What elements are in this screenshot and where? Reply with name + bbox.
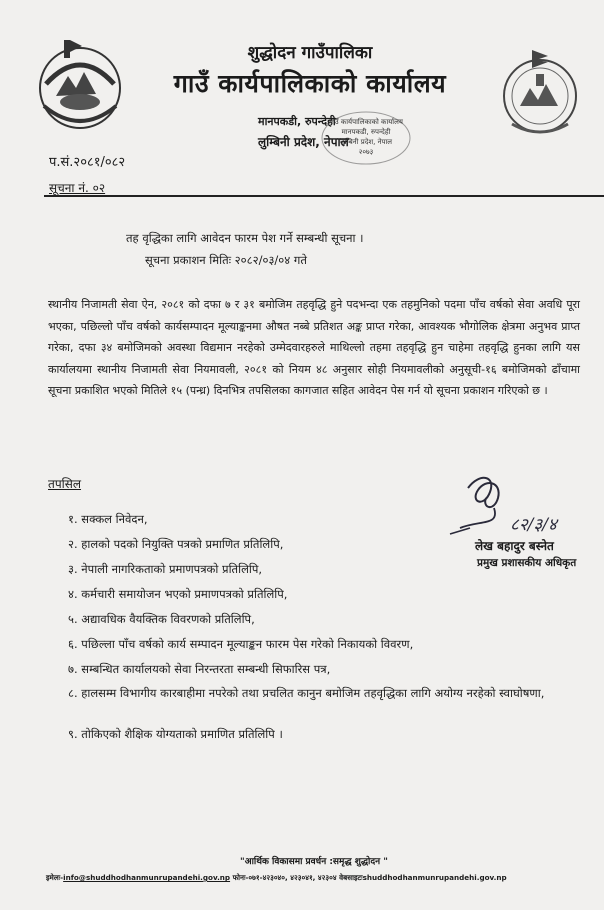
signature-date: ८२/३/४ (510, 515, 557, 535)
list-item: ४. कर्मचारी समायोजन भएको प्रमाणपत्रको प्रतिलिपि, (68, 587, 288, 601)
phone-numbers: फोनः-०७१-४२३०४०, ४२३०४१, ४२३०४ (232, 873, 337, 882)
stamp-line: गाउँ कार्यपालिकाको कार्यालय (329, 118, 403, 126)
stamp-line: मानपकडी, रुपन्देही (341, 128, 391, 136)
municipality-name: शुद्धोदन गाउँपालिका (247, 43, 373, 63)
list-item: ९. तोकिएको शैक्षिक योग्यताको प्रमाणित प्रतिलिपि । (68, 727, 283, 741)
website-label: वेबसाइटः (339, 873, 363, 882)
signer-title: प्रमुख प्रशासकीय अधिकृत (477, 557, 577, 569)
list-item: २. हालको पदको नियुक्ति पत्रको प्रमाणित प्रतिलिपि, (68, 537, 284, 551)
list-item: ७. सम्बन्धित कार्यालयको सेवा निरन्तरता सम्बन्धी सिफारिस पत्र, (68, 662, 331, 676)
publication-date: सूचना प्रकाशन मितिः २०८२/०३/०४ गते (145, 253, 307, 267)
footer-slogan: "आर्थिक विकासमा प्रवर्धन :समृद्ध शुद्धोदन " (240, 857, 388, 867)
website-link[interactable]: shuddhodhanmunrupandehi.gov.np (362, 873, 507, 882)
list-item: १. सक्कल निवेदन, (68, 512, 148, 526)
notice-body: स्थानीय निजामती सेवा ऐन, २०८१ को दफा ७ र ३१ बमोजिम तहवृद्धि हुने पदभन्दा एक तहमुनिको पदमा पाँच वर्षको सेवा अवधि पूरा भएका, पछिल्लो पाँच वर्षको कार्यसम्पादन मूल्याङ्कनमा औषत नब्बे प्रतिशत अङ्क प्राप्त गरेका, आवश्यक भौगोलिक क्षेत्रमा अनुभव प्राप्त गरेका, दफा ३४ बमोजिमको अवस्था विद्यमान नरहेको उम्मेदवारहरुले माथिल्लो तहमा तहवृद्धि हुन चाहेमा तहवृद्धि हुनका लागि यस कार्यालयमा स्थानीय निजामती सेवा नियमावली, २०८१ को नियम ४८ अनुसार सोही नियमावलीको अनुसूची-१६ बमोजिमको ढाँचामा सूचना प्रकाशित भएको मितिले १५ (पन्ध्र) दिनभित्र तपसिलका कागजात सहित आवेदन पेस गर्न यो सूचना प्रकाशन गरिएको छ । (48, 298, 580, 397)
email-label: इमेलः- (46, 873, 64, 882)
email-link[interactable]: info@shuddhodhanmunrupandehi.gov.np (63, 873, 231, 882)
tapsil-heading: तपसिल (48, 477, 82, 491)
footer-contact (46, 873, 602, 883)
stamp-line: २०७३ (358, 148, 374, 156)
address-line-2: लुम्बिनी प्रदेश, नेपाल (258, 135, 349, 149)
notice-subject: तह वृद्धिका लागि आवेदन फारम पेश गर्ने सम्बन्धी सूचना । (126, 231, 364, 245)
header-divider (44, 195, 604, 197)
list-item: ५. अद्यावधिक वैयक्तिक विवरणको प्रतिलिपि, (68, 612, 255, 626)
notice-number: सूचना नं. ०२ (49, 181, 106, 195)
address-line-1: मानपकडी, रुपन्देही (258, 115, 336, 128)
stamp-line: लुम्बिनी प्रदेश, नेपाल (339, 138, 393, 146)
reference-number: प.सं.२०८१/०८२ (49, 155, 126, 170)
office-name: गाउँ कार्यपालिकाको कार्यालय (173, 69, 447, 98)
list-item: ६. पछिल्ला पाँच वर्षको कार्य सम्पादन मूल्याङ्कन फारम पेस गरेको निकायको विवरण, (68, 637, 414, 651)
office-stamp (318, 110, 414, 166)
list-item: ८. हालसम्म विभागीय कारबाहीमा नपरेको तथा प्रचलित कानुन बमोजिम तहवृद्धिका लागि अयोग्य नरहेको स्वाघोषणा, (68, 686, 545, 700)
signer-name: लेख बहादुर बस्नेत (475, 539, 554, 553)
list-item: ३. नेपाली नागरिकताको प्रमाणपत्रको प्रतिलिपि, (68, 562, 263, 576)
